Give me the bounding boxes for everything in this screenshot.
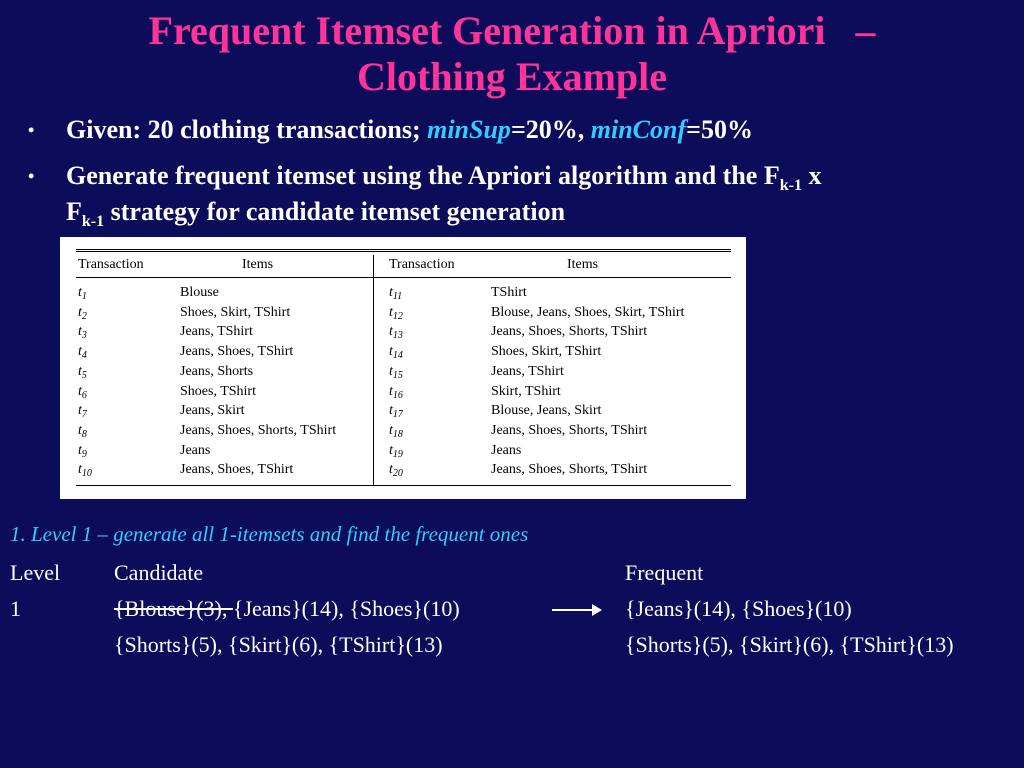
transaction-letter: t <box>78 324 82 340</box>
transaction-id <box>78 382 87 402</box>
transaction-number: 18 <box>392 428 403 440</box>
header-transaction-right: Transaction <box>389 257 455 272</box>
table-top-rule <box>76 249 731 250</box>
transaction-id <box>78 460 92 480</box>
transaction-items: Shoes, Skirt, TShirt <box>491 344 602 360</box>
transaction-letter: t <box>78 285 82 300</box>
transaction-number: 3 <box>81 330 87 342</box>
candidate-line-1-rest: {Jeans}(14), {Shoes}(10) <box>232 596 460 621</box>
minconf-label: minConf <box>590 115 687 144</box>
bullet-dot-icon: • <box>28 120 35 140</box>
transaction-id <box>389 421 403 441</box>
table-bottom-rule <box>76 485 731 486</box>
candidate-line-1 <box>114 596 460 622</box>
transaction-items: Jeans, TShirt <box>180 324 253 340</box>
header-transaction-left: Transaction <box>78 257 144 272</box>
transaction-letter: t <box>78 304 82 320</box>
transaction-items: Shoes, Skirt, TShirt <box>180 304 291 320</box>
candidate-struck: {Blouse}(3), <box>114 596 233 621</box>
transaction-letter: t <box>78 403 82 419</box>
transaction-id <box>389 441 403 461</box>
transaction-number: 10 <box>81 468 92 480</box>
transaction-items: Jeans, Shoes, TShirt <box>180 344 294 360</box>
transaction-id <box>389 303 403 323</box>
transaction-id <box>389 322 403 342</box>
transaction-number: 7 <box>81 409 87 421</box>
transaction-id <box>389 382 403 402</box>
transaction-items: Jeans <box>180 442 211 458</box>
transaction-number: 12 <box>392 310 403 322</box>
transaction-items: Shoes, TShirt <box>180 383 256 399</box>
minsup-value: =20% <box>510 115 578 144</box>
title-line-1: Frequent Itemset Generation in Apriori – <box>148 8 876 53</box>
transaction-id <box>389 362 403 382</box>
generate-f2: F <box>66 197 82 226</box>
transaction-number: 13 <box>392 330 403 342</box>
level-value: 1 <box>10 596 21 621</box>
minsup-label: minSup <box>427 115 511 144</box>
transaction-items: Jeans, Shoes, TShirt <box>180 462 294 478</box>
transaction-number: 16 <box>392 389 403 401</box>
header-items-left: Items <box>242 257 274 272</box>
generate-mid: x <box>801 161 822 190</box>
transaction-id <box>78 362 87 382</box>
transaction-letter: t <box>78 344 82 360</box>
transaction-items: Jeans, Shoes, Shorts, TShirt <box>491 462 648 478</box>
bullet-given <box>22 112 1012 148</box>
transaction-letter: t <box>78 383 82 399</box>
transaction-letter: t <box>389 324 393 340</box>
transaction-items: Skirt, TShirt <box>491 383 561 399</box>
transaction-items: Jeans, Shoes, Shorts, TShirt <box>491 324 648 340</box>
transaction-id <box>78 441 87 461</box>
transaction-id <box>389 460 403 480</box>
transaction-number: 11 <box>392 291 403 302</box>
bullet-list <box>22 112 1012 240</box>
transaction-number: 8 <box>81 428 87 440</box>
transaction-letter: t <box>389 363 393 379</box>
transaction-items: Jeans, Shoes, Shorts, TShirt <box>491 422 648 438</box>
transaction-items: Blouse <box>180 285 219 300</box>
transaction-items: Blouse, Jeans, Skirt <box>491 403 602 419</box>
transaction-number: 14 <box>392 350 403 362</box>
col-level-label: Level <box>10 560 61 585</box>
bullet-dot-icon: • <box>28 166 35 186</box>
transaction-id <box>389 342 403 362</box>
transaction-letter: t <box>78 363 82 379</box>
transaction-number: 5 <box>81 369 87 381</box>
header-items-right: Items <box>567 257 599 272</box>
table-top-rule-2 <box>76 251 731 252</box>
generate-part1: Generate frequent itemset using the Apriori algorithm and the F <box>66 161 780 190</box>
frequent-line-2: {Shorts}(5), {Skirt}(6), {TShirt}(13) <box>625 632 954 657</box>
generate-sub-2: k-1 <box>81 213 105 230</box>
transaction-items: Jeans, Shorts <box>180 363 254 379</box>
transaction-number: 4 <box>81 350 87 362</box>
transaction-id <box>78 283 87 303</box>
candidate-line-2: {Shorts}(5), {Skirt}(6), {TShirt}(13) <box>114 632 443 657</box>
transaction-id <box>78 401 87 421</box>
transaction-items: Jeans <box>491 442 522 458</box>
transactions-table <box>60 237 746 499</box>
given-prefix: Given: 20 clothing transactions; <box>66 115 428 144</box>
transaction-id <box>78 342 87 362</box>
transaction-id <box>78 322 87 342</box>
transaction-id <box>389 401 403 421</box>
frequent-line-1: {Jeans}(14), {Shoes}(10) <box>625 596 852 621</box>
title-line-2: Clothing Example <box>356 54 668 99</box>
transaction-items: Blouse, Jeans, Shoes, Skirt, TShirt <box>491 304 685 320</box>
transaction-number: 15 <box>392 369 403 381</box>
transaction-letter: t <box>78 442 82 458</box>
transaction-id <box>389 283 402 303</box>
transaction-number: 20 <box>392 468 403 480</box>
col-candidate-label: Candidate <box>114 560 204 585</box>
transaction-items: Jeans, Skirt <box>180 403 245 419</box>
transaction-letter: t <box>389 304 393 320</box>
right-arrow-icon <box>552 609 594 611</box>
transaction-number: 6 <box>81 389 87 401</box>
transaction-number: 1 <box>81 291 87 302</box>
generate-sub-1: k-1 <box>779 177 802 194</box>
bullet-generate <box>22 158 1012 230</box>
transaction-number: 9 <box>81 448 87 460</box>
table-header-rule <box>76 277 731 278</box>
transaction-number: 19 <box>392 448 403 460</box>
minconf-value: =50% <box>686 115 753 144</box>
col-frequent-label: Frequent <box>625 560 704 585</box>
transaction-letter: t <box>389 442 393 458</box>
transaction-letter: t <box>389 344 393 360</box>
transaction-items: Jeans, Shoes, Shorts, TShirt <box>180 422 337 438</box>
transaction-letter: t <box>389 403 393 419</box>
transaction-letter: t <box>389 383 393 399</box>
slide-title <box>0 8 1024 100</box>
generate-part2: strategy for candidate itemset generation <box>104 197 566 226</box>
transaction-items: Jeans, TShirt <box>491 363 564 379</box>
transaction-id <box>78 303 87 323</box>
transaction-letter: t <box>78 422 82 438</box>
transaction-number: 17 <box>392 409 403 421</box>
transaction-number: 2 <box>81 310 87 322</box>
given-separator: , <box>577 115 591 144</box>
table-divider <box>373 255 374 485</box>
transaction-letter: t <box>389 422 393 438</box>
transaction-letter: t <box>389 462 393 478</box>
level-heading: 1. Level 1 – generate all 1-itemsets and find the frequent ones <box>10 522 529 546</box>
transaction-id <box>78 421 87 441</box>
transaction-letter: t <box>78 462 82 478</box>
transaction-letter: t <box>389 285 393 300</box>
transaction-items: TShirt <box>491 285 527 300</box>
